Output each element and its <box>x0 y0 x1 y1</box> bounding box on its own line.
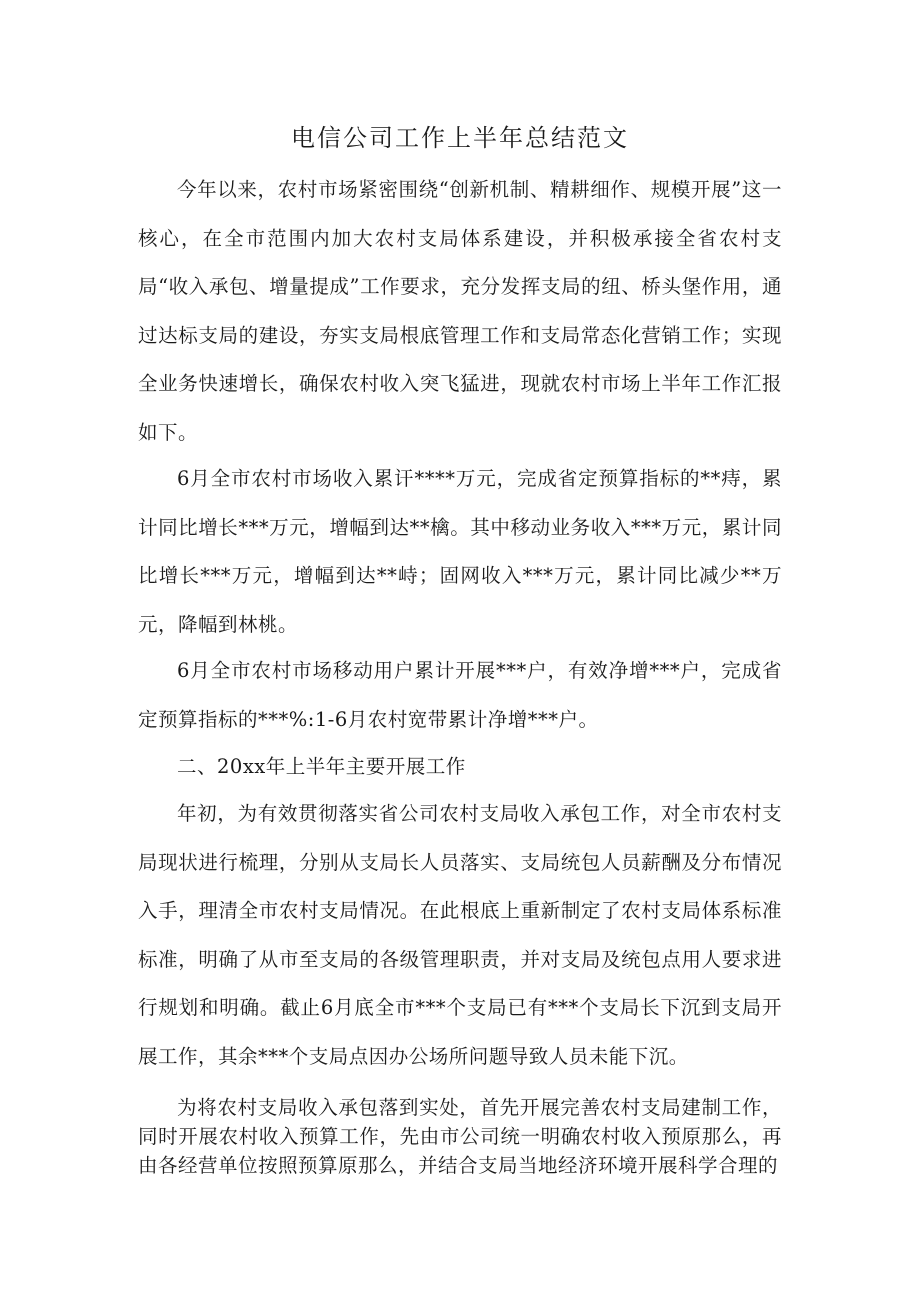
paragraph-branch-review: 年初，为有效贯彻落实省公司农村支局收入承包工作，对全市农村支局现状进行梳理，分别从支局长人员落实、支局统包人员薪酬及分布情况入手，理清全市农村支局情况。在此根底上重新制定了农村支局体系标准标准，明确了从市至支局的各级管理职责，并对支局及统包点用人要求进行规划和明确。截止6月底全市***个支局已有***个支局长下沉到支局开展工作，其余***个支局点因办公场所问题导致人员未能下沉。 <box>138 802 782 1068</box>
section-heading: 二、20xx年上半年主要开展工作 <box>177 755 466 778</box>
paragraph-users: 6月全市农村市场移动用户累计开展***户，有效净增***户，完成省定预算指标的***%:1-6月农村宽带累计净增***户。 <box>138 659 782 731</box>
paragraph-revenue: 6月全市农村市场收入累讦****万元，完成省定预算指标的**痔，累计同比增长***万元，增幅到达**檎。其中移动业务收入***万元，累计同比增长***万元，增幅到达**峙；固网收入***万元，累计同比减少**万元，降幅到林桃。 <box>138 467 782 636</box>
document-title: 电信公司工作上半年总结范文 <box>291 124 629 152</box>
paragraph-budget: 为将农村支局收入承包落到实处，首先开展完善农村支局建制工作，同时开展农村收入预算工作，先由市公司统一明确农村收入预原那么，再由各经营单位按照预算原那么，并结合支局当地经济环境开展科学合理的 <box>138 1096 782 1177</box>
paragraph-intro: 今年以来，农村市场紧密围绕“创新机制、精耕细作、规模开展”这一核心，在全市范围内加大农村支局体系建设，并积极承接全省农村支局“收入承包、增量提成”工作要求，充分发挥支局的纽、桥头堡作用，通过达标支局的建设，夯实支局根底管理工作和支局常态化营销工作；实现全业务快速增长，确保农村收入突飞猛进，现就农村市场上半年工作汇报如下。 <box>138 178 782 444</box>
